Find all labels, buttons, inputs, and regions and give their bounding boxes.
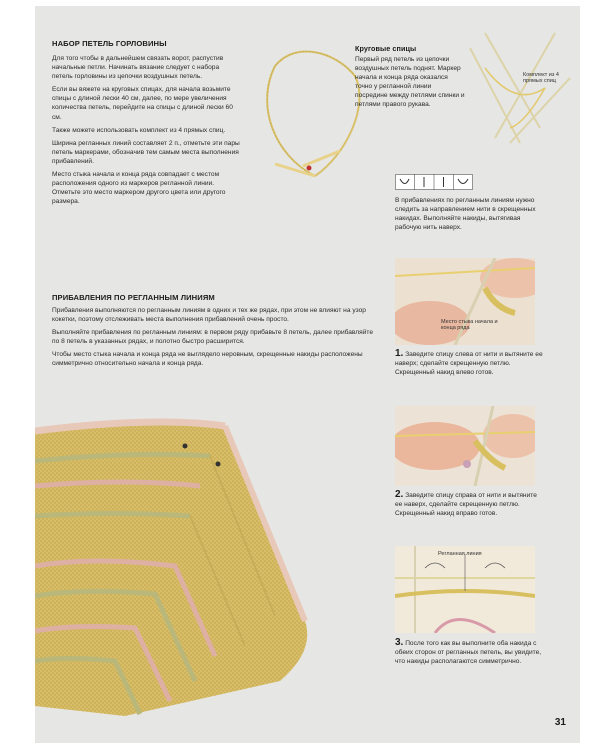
step3-photo (395, 546, 535, 633)
paragraph: Для того чтобы в дальнейшем связать ворот, распустив начальные петли. Начинать вязание следует с набора петель горловины из цепочки воздушных петель. (52, 55, 224, 81)
section2-text (52, 306, 375, 373)
step1-photo (395, 258, 535, 345)
step2-number: 2. (395, 489, 404, 500)
paragraph: Если вы вяжете на круговых спицах, для начала возьмите спицы с длиной лески 40 см, далее, по мере увеличения количества петель, перейдите на спицы с длиной лески 60 см. (52, 86, 233, 121)
paragraph: Место стыка начала и конца ряда совпадает с местом расположения одного из маркеров регланной линии. Отметьте это место маркером другого цвета или другого размера. (52, 171, 226, 206)
paragraph: Ширина регланных линий составляет 2 п., отметьте эти пары петель маркерами, обозначив тем самым места выполнения прибавлений. (52, 139, 240, 165)
section-title-neckline: НАБОР ПЕТЕЛЬ ГОРЛОВИНЫ (52, 39, 167, 48)
step3-number: 3. (395, 637, 404, 648)
paragraph: Чтобы место стыка начала и конца ряда не выглядело неровным, скрещенные накиды расположены симметрично относительно начала и конца ряда. (52, 351, 363, 368)
step2-text (395, 490, 545, 518)
step2-description: Заведите спицу справа от нити и вытяните ее наверх, сделайте скрещенную петлю. Скрещенный накид вправо готов. (395, 492, 537, 518)
step3-description: После того как вы выполните оба накида с обеих сторон от регланных петель, вы увидите, что накиды располагаются симметрично. (395, 640, 542, 666)
book-page (35, 6, 580, 743)
stitch-symbols (395, 174, 473, 190)
knitted-yoke-photo (35, 416, 320, 716)
step1-number: 1. (395, 348, 404, 359)
page-number: 31 (554, 717, 566, 728)
step2-photo (395, 406, 535, 486)
paragraph: Выполняйте прибавления по регланным линиям: в первом ряду прибавьте 8 петель, далее прибавляйте по 8 петель в указанных рядах, и полотно быстро расширится. (52, 329, 373, 346)
kit-label: Комплект из 4 прямых спиц (523, 72, 559, 85)
section-title-raglan: ПРИБАВЛЕНИЯ ПО РЕГЛАННЫМ ЛИНИЯМ (52, 293, 215, 302)
paragraph: Прибавления выполняются по регланным линиям в одних и тех же рядах, при этом не влияют на узор кокетки, поэтому отслеживать места выполнения прибавлений очень просто. (52, 307, 366, 324)
straight-needles-illustration (465, 28, 575, 148)
circular-needles-title: Круговые спицы (355, 44, 417, 53)
paragraph: Также можете использовать комплект из 4 прямых спиц. (52, 126, 226, 134)
step3-text (395, 638, 545, 666)
joint-label: Место стыка начала и конца ряда (441, 319, 498, 332)
circular-needles-text: Первый ряд петель из цепочки воздушных петель поднят. Маркер начала и конца ряда оказался точно у регланной линии посредине между петлями спинки и петлями правого рукава. (355, 56, 465, 109)
step1-text (395, 349, 545, 377)
raglan-line-label: Регланная линия (438, 551, 482, 557)
raglan-increase-intro: В прибавлениях по регланным линиям нужно следить за направлением нити в скрещенных накидах. Выполняйте накиды, вытягивая рабочую нить наверх. (395, 197, 536, 232)
step1-description: Заведите спицу слева от нити и вытяните ее наверх; сделайте скрещенную петлю. Скрещенный накид влево готов. (395, 351, 543, 377)
section1-text (52, 54, 240, 210)
